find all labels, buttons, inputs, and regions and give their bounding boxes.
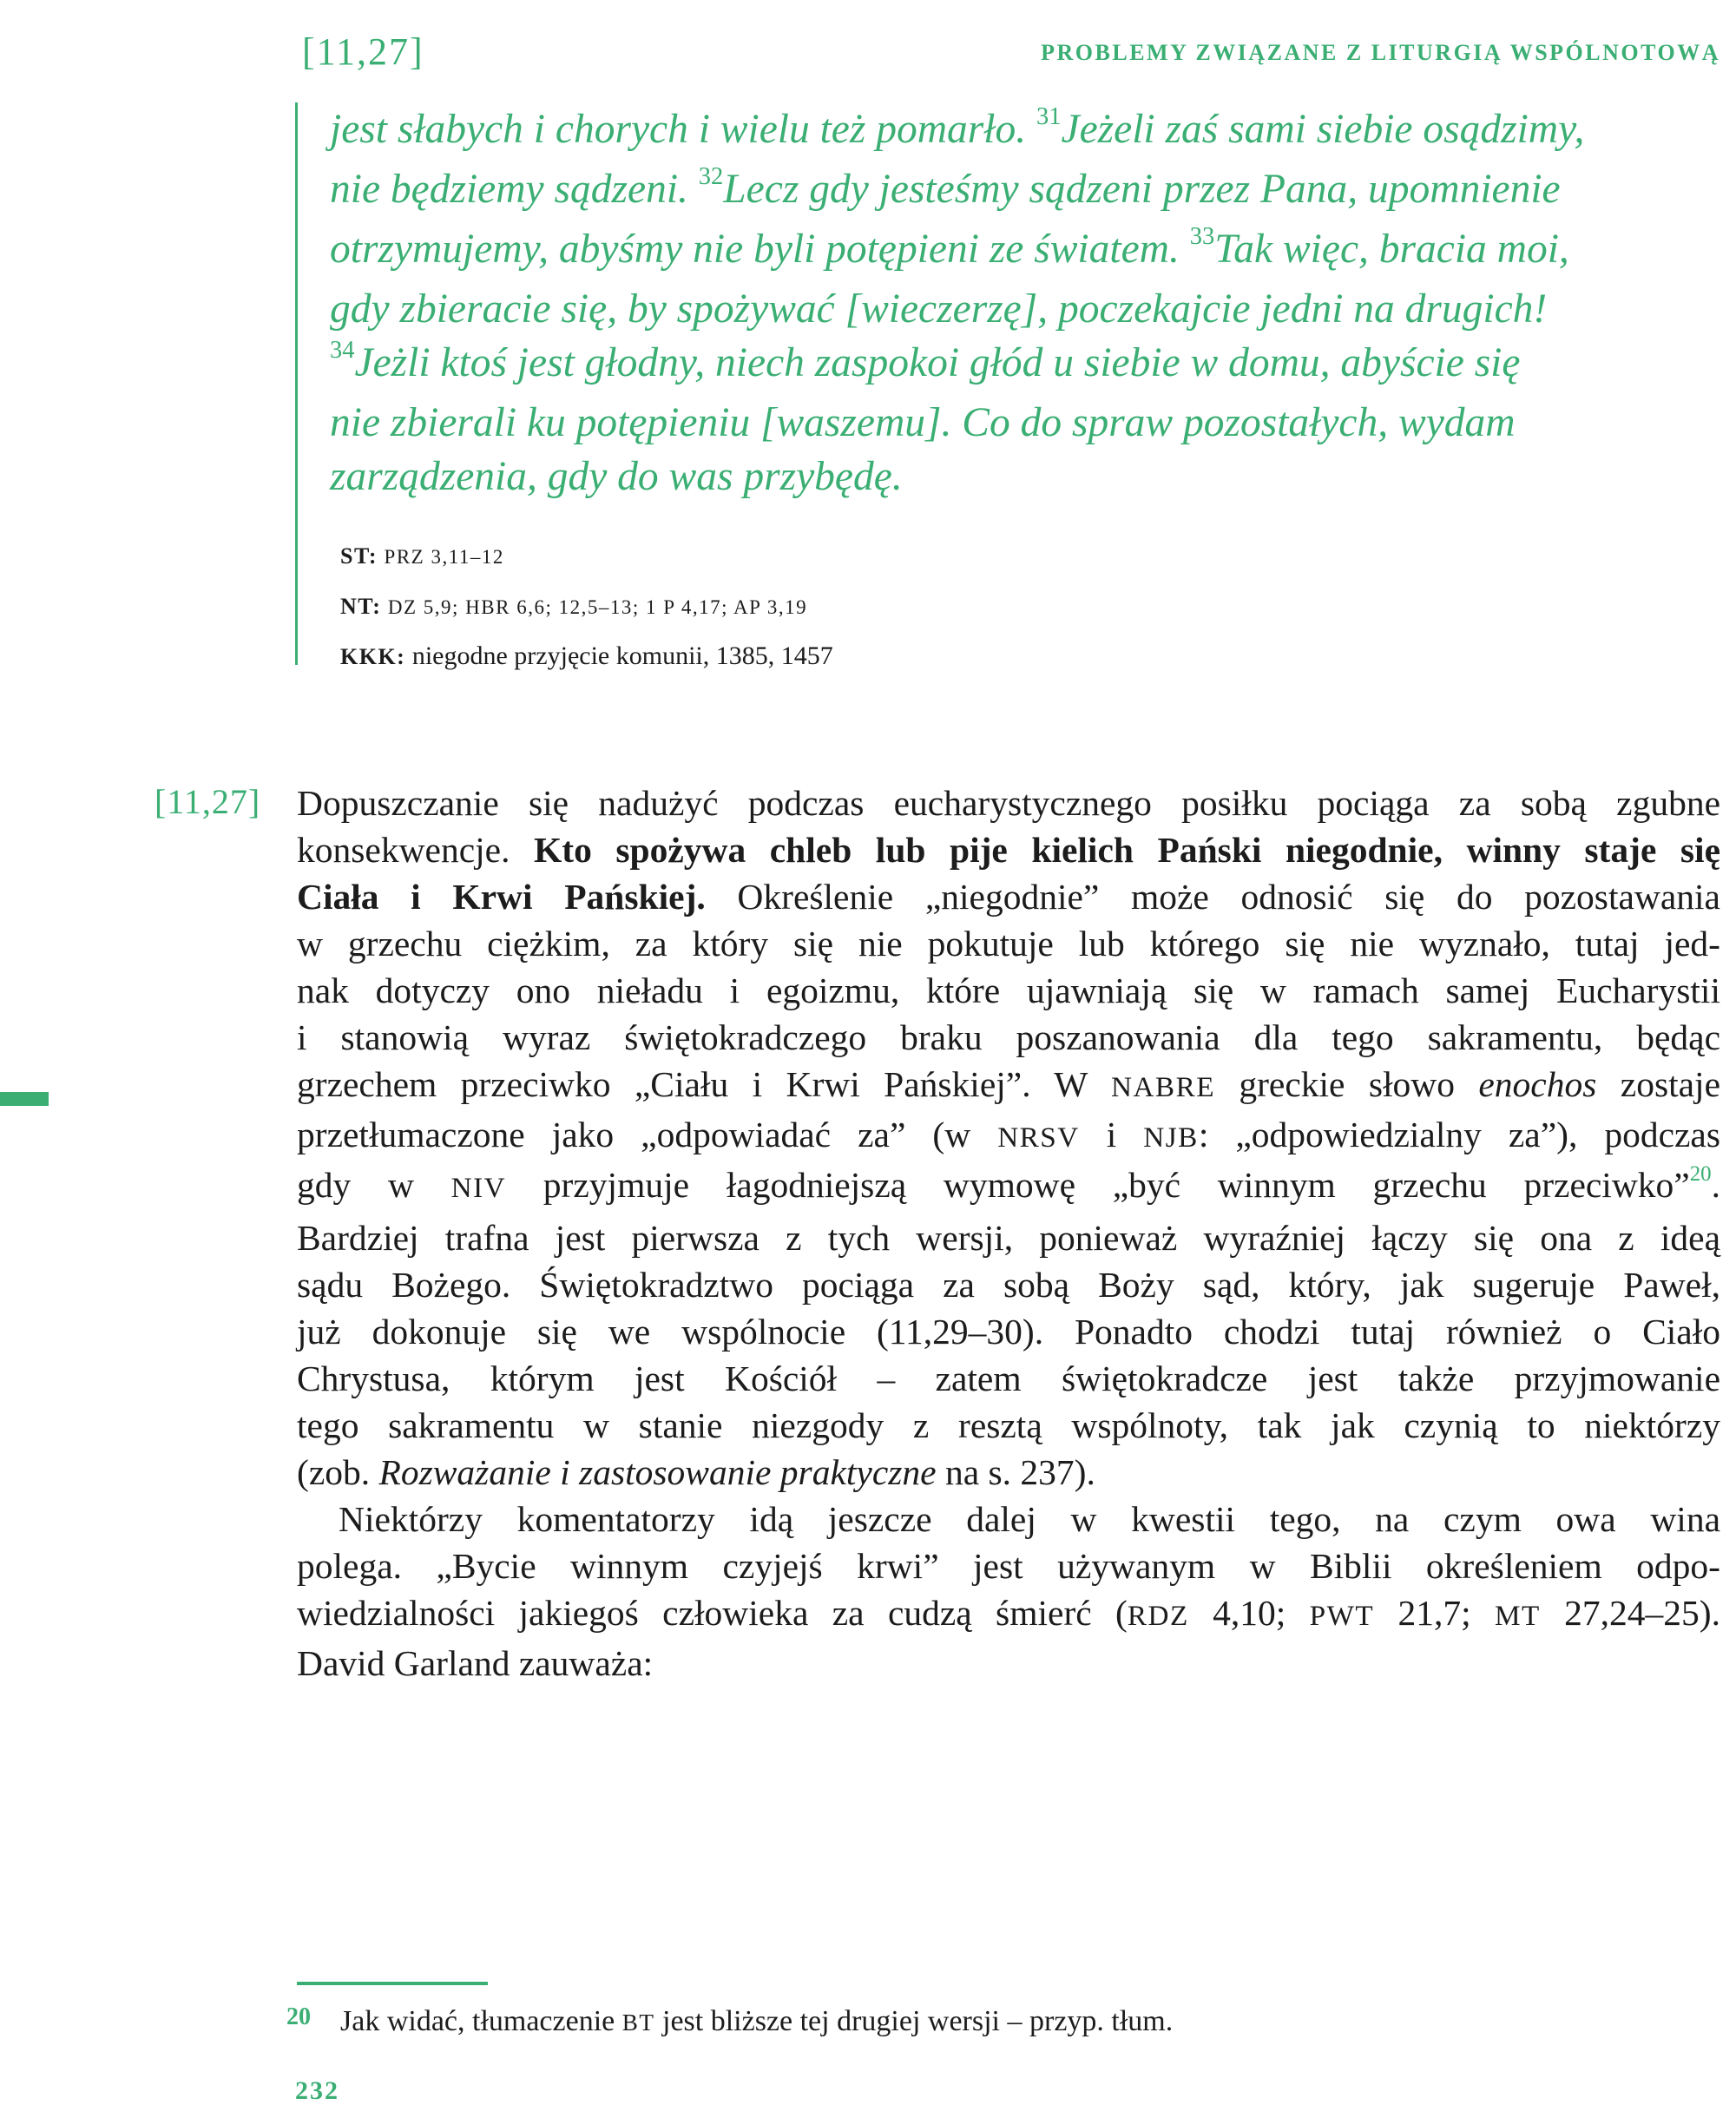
abbreviation: NJB (1143, 1121, 1199, 1154)
abbreviation: PWT (1309, 1600, 1375, 1632)
text-run: Niektórzy komentatorzy idą jeszcze dalej w kwestii tego, na czym owa wina (339, 1499, 1720, 1539)
abbreviation: MT (1495, 1600, 1541, 1632)
commentary-line (297, 1542, 1720, 1589)
footnote-rule (297, 1982, 488, 1985)
abbreviation: RDZ (1127, 1600, 1189, 1632)
text-run: konsekwencje. (297, 830, 534, 870)
ref-kkk (340, 632, 833, 681)
commentary-line (297, 873, 1720, 920)
commentary-line (297, 1449, 1720, 1496)
bold-run: Ciała i Krwi Pańskiej. (297, 877, 706, 917)
text-run: jest słabych i chorych i wielu też pomarło. (330, 107, 1036, 152)
scripture-passage (330, 102, 1719, 503)
text-run: Dopuszczanie się nadużyć podczas eucharystycznego posiłku pociąga za sobą zgubne (297, 783, 1720, 823)
text-run: już dokonuje się we wspólnocie (11,29–30). Ponadto chodzi tutaj również o Ciało (297, 1312, 1720, 1352)
ref-kkk-text: niegodne przyjęcie komunii, 1385, 1457 (411, 641, 833, 670)
bold-run: Kto spożywa chleb lub pije kielich Pański niegodnie, winny staje się (533, 830, 1720, 870)
text-run: gdy w (297, 1165, 451, 1205)
text-run: : „odpowiedzialny za”), podczas (1198, 1115, 1720, 1154)
ref-nt-text: DZ 5,9; HBR 6,6; 12,5–13; 1 P 4,17; AP 3,19 (387, 596, 808, 618)
abbreviation: NABRE (1111, 1071, 1215, 1103)
ref-st (340, 531, 833, 582)
commentary-line (297, 920, 1720, 967)
text-run: tego sakramentu w stanie niezgody z resztą wspólnoty, tak jak czynią to niektórzy (297, 1405, 1720, 1445)
scripture-line (330, 450, 1719, 503)
text-run: polega. „Bycie winnym czyjejś krwi” jest używanym w Biblii określeniem odpo- (297, 1546, 1720, 1586)
text-run: . (1711, 1165, 1720, 1205)
scripture-line (330, 102, 1719, 162)
text-run: 4,10; (1188, 1593, 1310, 1633)
verse-number: 32 (698, 162, 724, 190)
text-run: otrzymujemy, abyśmy nie byli potępieni ze światem. (330, 227, 1190, 272)
text-run: 27,24–25). (1540, 1593, 1721, 1633)
ref-nt-label: NT: (340, 594, 382, 619)
abbreviation: NIV (450, 1172, 507, 1204)
commentary-body (297, 779, 1720, 1687)
scripture-line (330, 162, 1719, 222)
text-run: David Garland zauważa: (297, 1643, 654, 1683)
text-run: Chrystusa, którym jest Kościół – zatem świętokradcze jest także przyjmowanie (297, 1358, 1720, 1398)
text-run: i (1079, 1115, 1144, 1154)
abbreviation: NRSV (997, 1121, 1080, 1154)
text-run: Lecz gdy jesteśmy sądzeni przez Pana, upomnienie (723, 167, 1561, 212)
ref-nt (340, 582, 833, 632)
scripture-line (330, 336, 1719, 396)
commentary-line (297, 1061, 1720, 1111)
text-run: nak dotyczy ono nieładu i egoizmu, które ujawniają się w ramach samej Eucharystii (297, 970, 1720, 1010)
abbreviation: BT (621, 2009, 655, 2036)
running-header-title: PROBLEMY ZWIĄZANE Z LITURGIĄ WSPÓLNOTOWĄ (1041, 40, 1720, 65)
commentary-line (297, 1014, 1720, 1061)
commentary-line (297, 1589, 1720, 1640)
verse-number: 34 (330, 336, 355, 364)
text-run: grzechem przeciwko „Ciału i Krwi Pańskiej”. W (297, 1064, 1111, 1104)
commentary-line (297, 1402, 1720, 1449)
text-run: zarządzenia, gdy do was przybędę. (330, 454, 903, 499)
verse-number: 33 (1189, 222, 1215, 250)
text-run: greckie słowo (1214, 1064, 1479, 1104)
footnote-marker: 20 (1689, 1162, 1712, 1187)
text-run: w grzechu ciężkim, za który się nie pokutuje lub którego się nie wyznało, tutaj jed- (297, 924, 1720, 964)
text-run: jest bliższe tej drugiej wersji – przyp. tłum. (654, 2005, 1174, 2037)
commentary-line (297, 1308, 1720, 1355)
commentary-line (297, 1214, 1720, 1261)
text-run: zostaje (1596, 1064, 1720, 1104)
text-run: Bardziej trafna jest pierwsza z tych wersji, ponieważ wyraźniej łączy się ona z ideą (297, 1218, 1720, 1258)
verse-number: 31 (1036, 102, 1062, 130)
page-number: 232 (295, 2076, 339, 2105)
text-run: nie będziemy sądzeni. (330, 167, 699, 212)
text-run: i stanowią wyraz świętokradczego braku poszanowania dla tego sakramentu, będąc (297, 1017, 1720, 1057)
text-run: Tak więc, bracia moi, (1214, 227, 1569, 272)
text-run: nie zbierali ku potępieniu [waszemu]. Co do spraw pozostałych, wydam (330, 400, 1516, 445)
scripture-side-rule (295, 102, 298, 665)
text-run: Określenie „niegodnie” może odnosić się do pozostawania (705, 877, 1720, 917)
footnote-number: 20 (286, 2003, 311, 2030)
text-run: 21,7; (1374, 1593, 1496, 1633)
text-run: przyjmuje łagodniejszą wymowę „być winnym grzechu przeciwko” (506, 1165, 1690, 1205)
commentary-verse-ref: [11,27] (155, 782, 261, 821)
commentary-line (297, 1640, 1720, 1687)
scripture-line (330, 396, 1719, 450)
commentary-line (297, 1355, 1720, 1402)
cross-references (340, 531, 833, 681)
commentary-line (297, 779, 1720, 826)
text-run: wiedzialności jakiegoś człowieka za cudzą śmierć ( (297, 1593, 1128, 1633)
commentary-line (297, 1161, 1720, 1214)
ref-kkk-label: KKK: (340, 644, 406, 669)
ref-st-label: ST: (340, 543, 378, 569)
header-verse-ref: [11,27] (302, 30, 424, 73)
commentary-line (297, 1496, 1720, 1542)
text-run: (zob. (297, 1452, 379, 1492)
text-run: gdy zbieracie się, by spożywać [wieczerzę], poczekajcie jedni na drugich! (330, 286, 1548, 332)
text-run: sądu Bożego. Świętokradztwo pociąga za sobą Boży sąd, który, jak sugeruje Paweł, (297, 1265, 1720, 1305)
text-run: Jeżli ktoś jest głodny, niech zaspokoi głód u siebie w domu, abyście się (354, 340, 1521, 385)
text-run: przetłumaczone jako „odpowiadać za” (w (297, 1115, 998, 1154)
footnote-text (340, 2005, 1173, 2038)
text-run: na s. 237). (936, 1452, 1095, 1492)
commentary-line (297, 826, 1720, 873)
text-run: Jak widać, tłumaczenie (340, 2005, 622, 2037)
text-run: Jeżeli zaś sami siebie osądzimy, (1061, 107, 1585, 152)
ref-st-text: PRZ 3,11–12 (384, 546, 504, 568)
italic-run: enochos (1478, 1064, 1597, 1104)
margin-marker (0, 1092, 49, 1106)
commentary-line (297, 967, 1720, 1014)
italic-run: Rozważanie i zastosowanie praktyczne (378, 1452, 937, 1492)
commentary-line (297, 1261, 1720, 1308)
commentary-line (297, 1111, 1720, 1161)
scripture-line (330, 282, 1719, 336)
scripture-line (330, 222, 1719, 282)
